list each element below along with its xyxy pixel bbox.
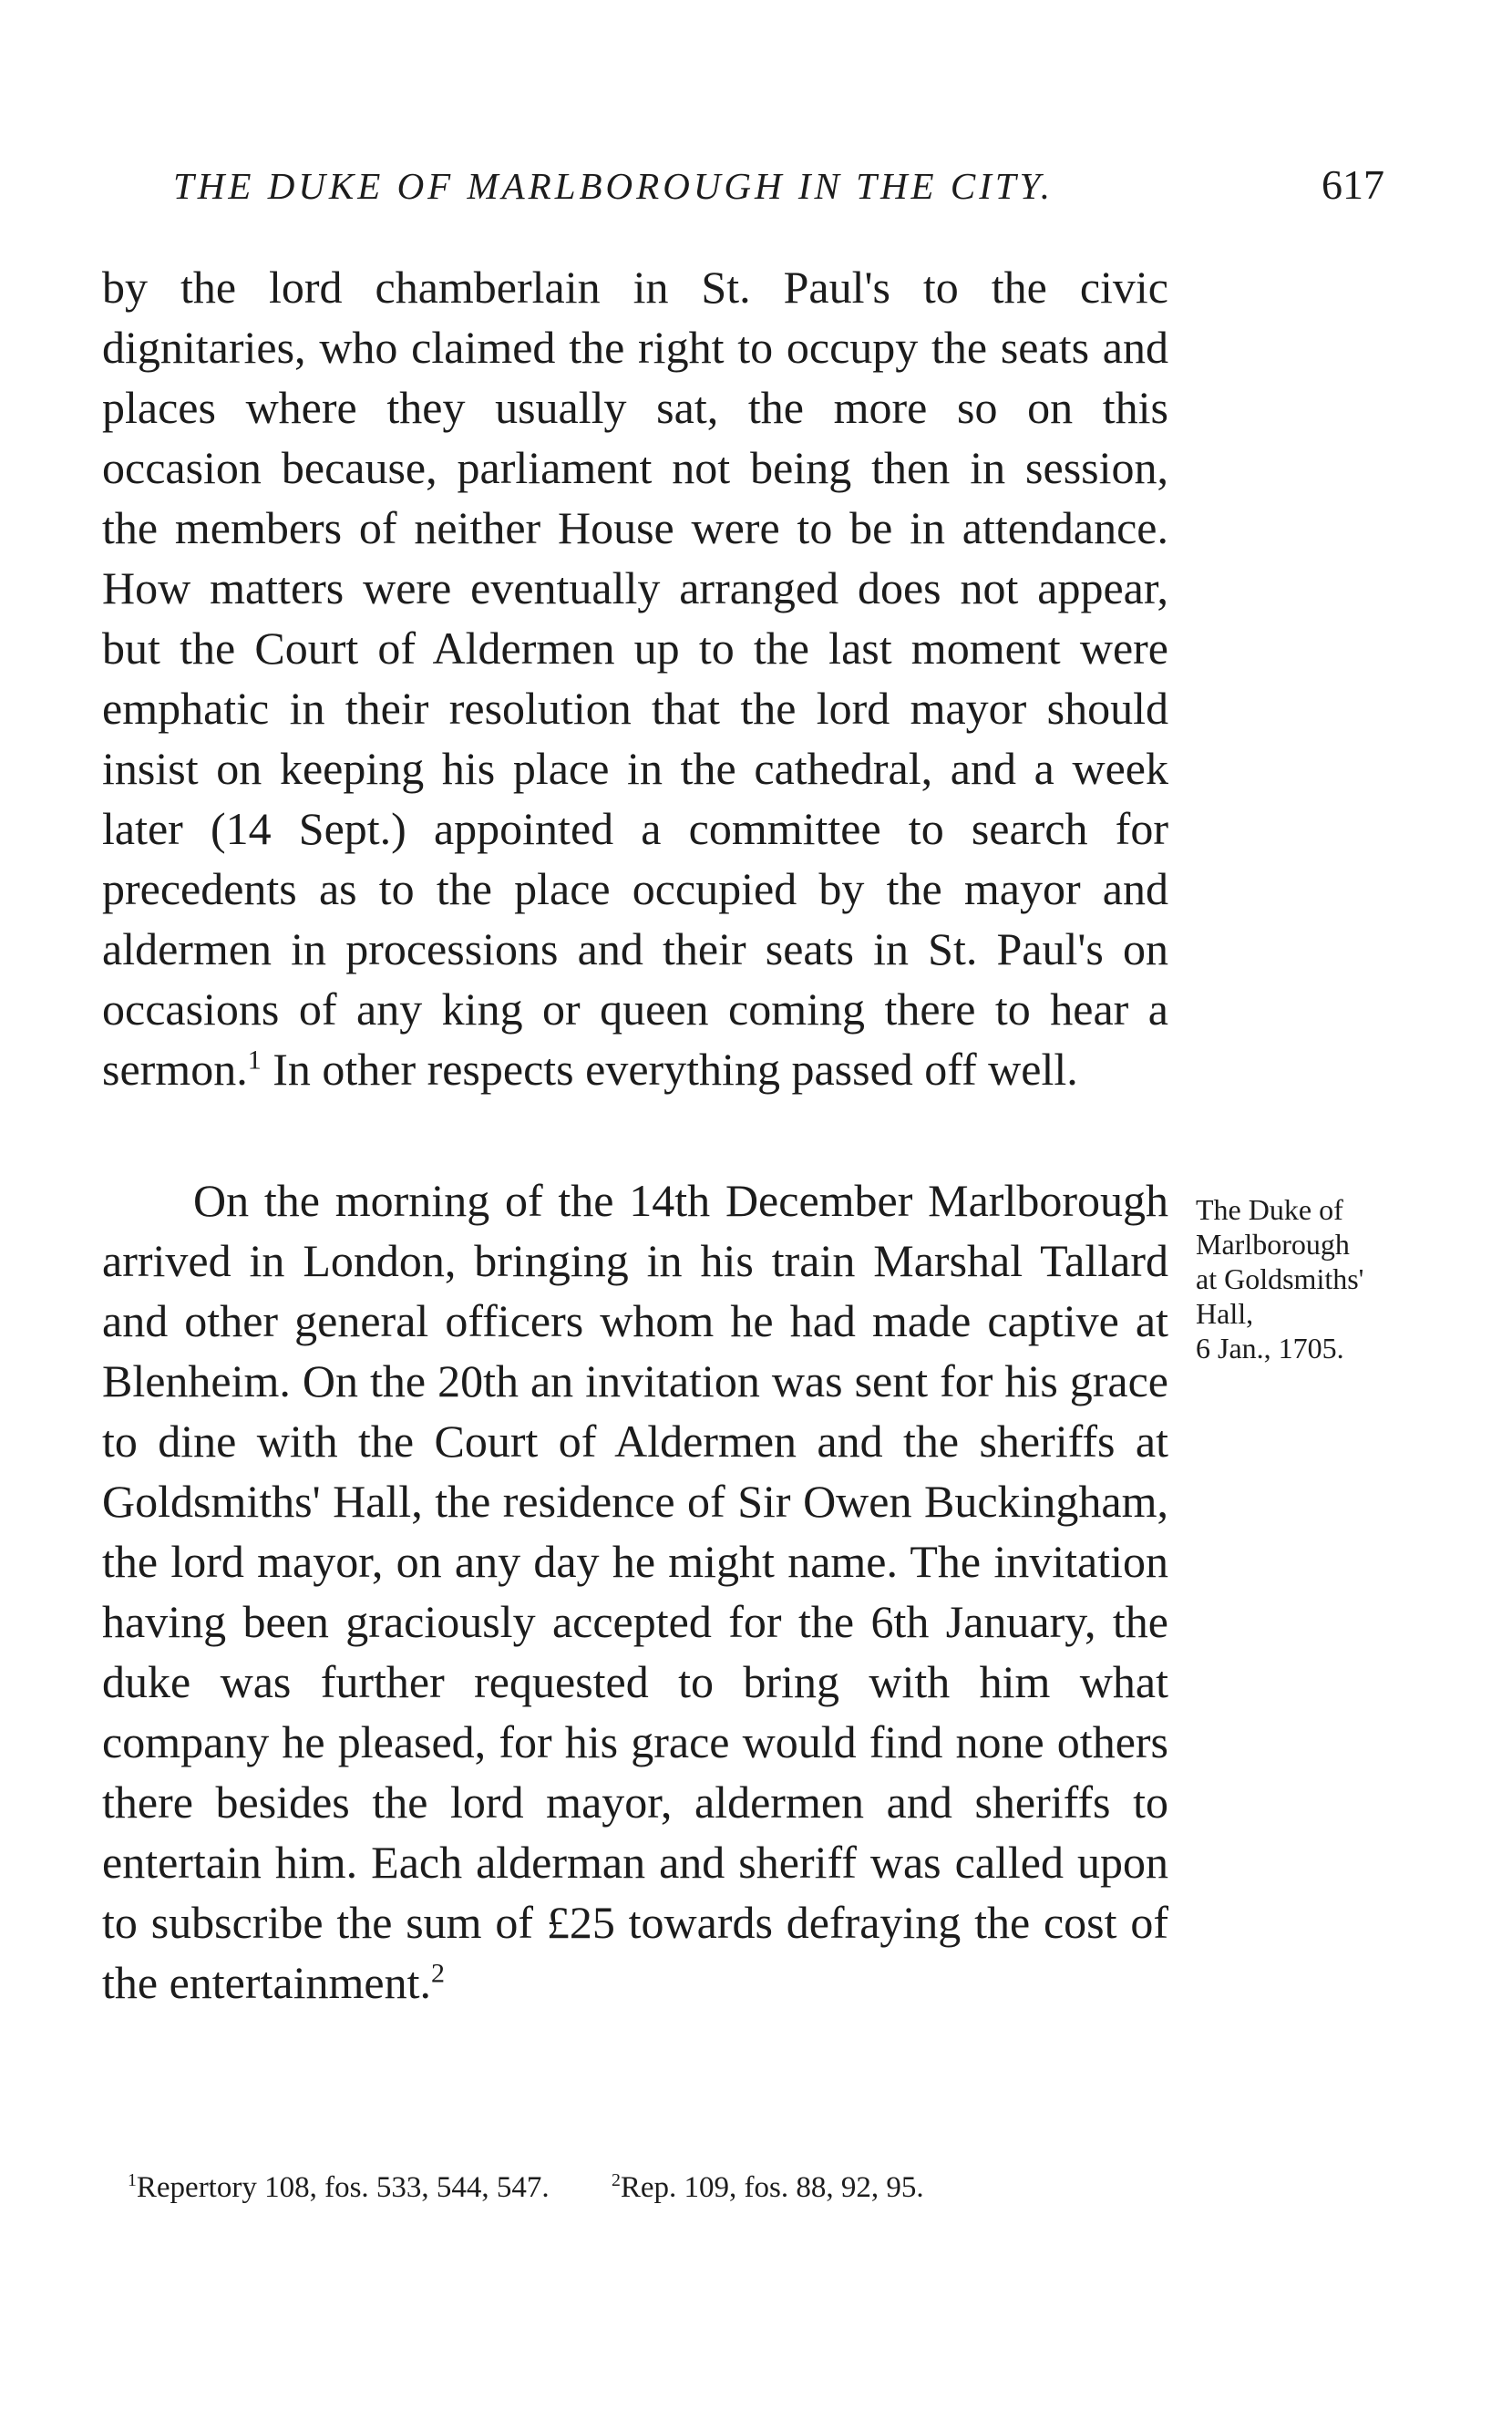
margin-note xyxy=(1196,1192,1424,1365)
page-number: 617 xyxy=(1322,161,1384,208)
footnote-1-text: Repertory 108, fos. 533, 544, 547. xyxy=(136,2171,550,2204)
paragraph-1-end: In other respects everything passed off well. xyxy=(261,1044,1078,1095)
footnote-1 xyxy=(128,2171,550,2204)
footnote-2-text: Rep. 109, fos. 88, 92, 95. xyxy=(620,2171,924,2204)
paragraph-1-text: by the lord chamberlain in St. Paul's to the civic dignitaries, who claimed the right to occupy the seats and places where they usually sat, the more so on this occasion because, parliament not being then in session, the members of neither House were to be in attendance. How matters were eventually arranged does not appear, but the Court of Aldermen up to the last moment were emphatic in their resolution that the lord mayor should insist on keeping his place in the cathedral, and a week later (14 Sept.) appointed a committee to search for precedents as to the place occupied by the mayor and aldermen in processions and their seats in St. Paul's on occasions of any king or queen coming there to hear a sermon. xyxy=(102,262,1168,1095)
margin-note-line: The Duke of xyxy=(1196,1193,1343,1226)
running-head: THE DUKE OF MARLBOROUGH IN THE CITY. xyxy=(173,165,1054,207)
footnote-2-marker: 2 xyxy=(611,2170,621,2190)
footnote-2 xyxy=(612,2171,924,2204)
paragraph-2-text: On the morning of the 14th December Marlborough arrived in London, bringing in his train Marshal Tallard and other general officers whom he had made captive at Blenheim. On the 20th an invitation was sent for his grace to dine with the Court of Aldermen and the sheriffs at Goldsmiths' Hall, the residence of Sir Owen Buckingham, the lord mayor, on any day he might name. The invitation having been graciously accepted for the 6th January, the duke was further requested to bring with him what company he pleased, for his grace would find none others there besides the lord mayor, aldermen and sheriffs to entertain him. Each alderman and sheriff was called upon to subscribe the sum of £25 towards defraying the cost of the entertainment. xyxy=(102,1175,1168,2008)
margin-note-line: 6 Jan., 1705. xyxy=(1196,1332,1344,1365)
margin-note-line: Marlborough xyxy=(1196,1228,1350,1261)
footnote-ref-2: 2 xyxy=(430,1958,445,1989)
paragraph-2 xyxy=(102,1170,1168,2013)
paragraph-1 xyxy=(102,257,1168,1099)
footnotes xyxy=(128,2171,924,2205)
margin-note-line: Hall, xyxy=(1196,1297,1254,1330)
footnote-ref-1: 1 xyxy=(247,1045,262,1076)
footnote-1-marker: 1 xyxy=(128,2170,137,2190)
margin-note-line: at Goldsmiths' xyxy=(1196,1262,1364,1295)
